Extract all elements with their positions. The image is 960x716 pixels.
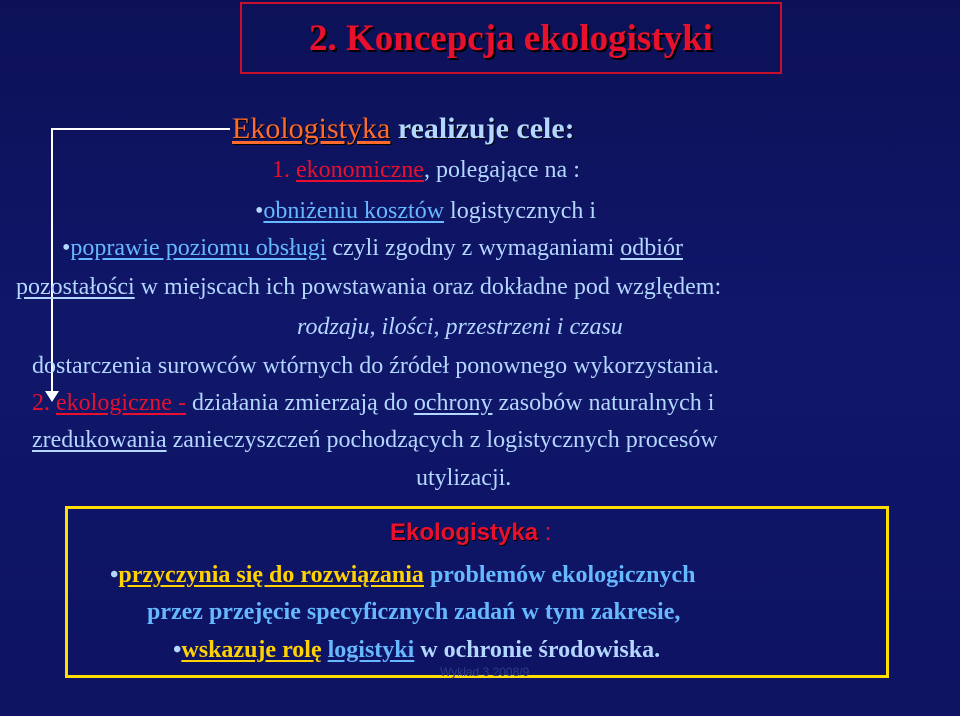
link-poprawie-poziomu-obslugi: poprawie poziomu obsługi [70, 235, 327, 261]
link-obnizeniu-kosztow: obniżeniu kosztów [263, 198, 445, 224]
zredukowania-line [32, 428, 718, 452]
pozostalosci-rest: w miejscach ich powstawania oraz dokładne pod względem: [134, 274, 722, 300]
link-wskazuje-role: wskazuje rolę [181, 637, 322, 663]
point1-number: 1. [272, 157, 296, 183]
bullet-poprawie-line [62, 236, 683, 260]
bullet-dot-icon: • [255, 198, 264, 224]
pozostalosci-line [16, 275, 721, 299]
box-line1-rest: problemów ekologicznych [423, 562, 696, 588]
box-line3-rest: w ochronie środowiska. [414, 637, 661, 663]
italic-criteria-line: rodzaju, ilości, przestrzeni i czasu [297, 314, 623, 340]
box-line3 [173, 638, 660, 662]
bullet-dot-icon: • [110, 562, 119, 588]
footer-lecture-label: Wykład 3 2008/9 [440, 665, 530, 679]
bullet-dot-icon: • [173, 637, 182, 663]
dostarczenia-line: dostarczenia surowców wtórnych do źródeł ponownego wykorzystania. [32, 353, 720, 379]
link-przyczynia-sie: przyczynia się do rozwiązania [118, 562, 424, 588]
point2-number: 2. [32, 390, 56, 416]
point1-rest: , polegające na : [423, 157, 580, 183]
utylizacji-line: utylizacji. [416, 465, 512, 491]
box-line2: przez przejęcie specyficznych zadań w tym zakresie, [147, 599, 681, 625]
bullet-dot-icon: • [62, 235, 71, 261]
intro-ekologistyka: Ekologistyka [232, 112, 391, 145]
point1-label: ekonomiczne [296, 157, 424, 183]
link-pozostalosci: pozostałości [16, 274, 135, 300]
point1-line [272, 158, 580, 182]
box-heading-line [390, 521, 551, 545]
bullet-obnizenie-line [255, 199, 596, 223]
link-logistyki: logistyki [327, 637, 415, 663]
bullet-obnizenie-rest: logistycznych i [444, 198, 597, 224]
box-heading: Ekologistyka [390, 519, 539, 546]
point2-line [32, 391, 714, 415]
slide-title: 2. Koncepcja ekologistyki [309, 17, 713, 59]
point2-rest1: działania zmierzają do [185, 390, 414, 416]
link-zredukowania: zredukowania [32, 427, 167, 453]
zredukowania-rest: zanieczyszczeń pochodzących z logistycznych procesów [166, 427, 718, 453]
box-heading-suffix: : [538, 519, 552, 546]
bullet-poprawie-rest: czyli zgodny z wymaganiami [326, 235, 621, 261]
connector-horizontal-line [52, 128, 230, 130]
box-line1 [110, 563, 695, 587]
point2-label: ekologiczne - [56, 390, 186, 416]
point2-rest2: zasobów naturalnych i [492, 390, 715, 416]
title-box [240, 2, 782, 74]
intro-realizuje-cele: realizuje cele: [390, 112, 575, 145]
link-odbior: odbiór [620, 235, 683, 261]
link-ochrony: ochrony [413, 390, 493, 416]
intro-line [232, 114, 575, 144]
